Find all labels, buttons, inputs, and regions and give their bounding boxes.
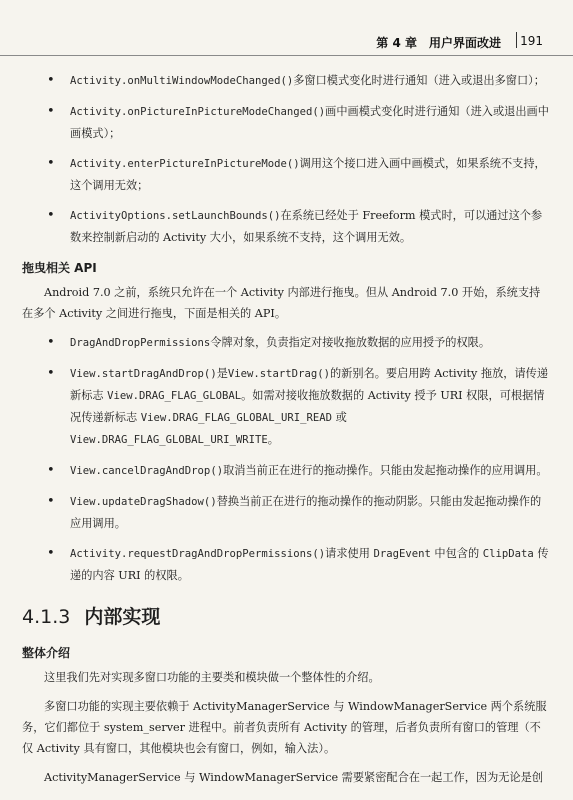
chapter-title: 第 4 章 用户界面改进	[376, 36, 501, 50]
section-heading	[0, 602, 573, 632]
drag-api-intro: Android 7.0 之前，系统只允许在一个 Activity 内部进行拖曳。但从 Android 7.0 开始，系统支持在多个 Activity 之间进行拖曳，下面是相关的 API。	[22, 286, 541, 320]
list-item	[0, 153, 573, 196]
api-name: DragEvent	[373, 548, 431, 560]
paragraph: ActivityManagerService 与 WindowManagerService 需要紧密配合在一起工作，因为无论是创	[44, 771, 544, 784]
api-name: View.startDragAndDrop()	[70, 368, 217, 380]
bullet-icon: •	[47, 494, 55, 509]
list-item-text: 中包含的	[434, 547, 480, 560]
list-item	[0, 460, 573, 482]
list-item-text: 或	[335, 411, 347, 424]
list-item-text: 令牌对象，负责指定对接收拖放数据的应用授予的权限。	[210, 336, 491, 349]
bullet-icon: •	[47, 208, 55, 223]
section-title: 内部实现	[84, 606, 161, 628]
list-item-text: 替换当前正在进行的拖动操作的拖动阴影。只能由发起拖动操作的应用调用。	[70, 495, 542, 530]
page-content	[0, 70, 573, 796]
list-item	[0, 332, 573, 354]
list-item-text: 取消当前正在进行的拖动操作。只能由发起拖动操作的应用调用。	[223, 464, 548, 477]
api-flag: View.DRAG_FLAG_GLOBAL_URI_READ	[140, 412, 333, 424]
api-name: View.startDrag()	[227, 368, 330, 380]
bullet-icon: •	[47, 156, 55, 171]
list-item	[0, 491, 573, 534]
api-name: ActivityOptions.setLaunchBounds()	[70, 210, 281, 222]
api-name: Activity.enterPictureInPictureMode()	[70, 158, 300, 170]
page-number: 191	[520, 34, 543, 48]
bullet-icon: •	[47, 73, 55, 88]
list-item	[0, 70, 573, 92]
paragraph: 这里我们先对实现多窗口功能的主要类和模块做一个整体性的介绍。	[44, 671, 380, 684]
section-number: 4.1.3	[22, 606, 71, 628]
list-item-text: 多窗口模式变化时进行通知（进入或退出多窗口）；	[293, 74, 545, 87]
list-item-text: 调用这个接口进入画中画模式，如果系统不支持，这个调用无效；	[70, 157, 546, 192]
list-item-text: 请求使用	[325, 547, 370, 560]
list-item	[0, 101, 573, 144]
bullet-icon: •	[47, 546, 55, 561]
list-item-text: 。	[267, 433, 279, 446]
bullet-icon: •	[47, 104, 55, 119]
api-name: DragAndDropPermissions	[70, 337, 211, 349]
list-item-text: 在系统已经处于 Freeform 模式时，可以通过这个参数来控制新启动的 Activity 大小，如果系统不支持，这个调用无效。	[70, 209, 543, 244]
api-name: View.updateDragShadow()	[70, 496, 217, 508]
list-item-text: 的新别名。要启用跨 Activity 拖放，请传递新标志	[70, 367, 549, 402]
api-name: Activity.onMultiWindowModeChanged()	[70, 75, 294, 87]
list-item	[0, 205, 573, 248]
bullet-icon: •	[47, 335, 55, 350]
drag-api-heading: 拖曳相关 API	[22, 261, 97, 275]
header-divider	[516, 32, 517, 48]
list-item	[0, 363, 573, 451]
bullet-icon: •	[47, 463, 55, 478]
paragraph: 多窗口功能的实现主要依赖于 ActivityManagerService 与 WindowManagerService 两个系统服务，它们都位于 system_server 进程中。前者负责所有 Activity 的管理，后者负责所有窗口的管理（不仅 Activity 具有窗口，其他模块也会有窗口，例如，输入法）。	[22, 700, 547, 755]
api-flag: View.DRAG_FLAG_GLOBAL_URI_WRITE	[70, 434, 268, 446]
page-header	[0, 30, 573, 56]
bullet-icon: •	[47, 366, 55, 381]
overview-heading: 整体介绍	[22, 646, 71, 660]
api-name: View.cancelDragAndDrop()	[70, 465, 224, 477]
api-name: Activity.onPictureInPictureModeChanged()	[70, 106, 326, 118]
list-item-text: 画中画模式变化时进行通知（进入或退出画中画模式）；	[70, 105, 549, 140]
list-item-text: 。如需对接收拖放数据的 Activity 授予 URI 权限，可根据情况传递新标志	[70, 389, 545, 424]
list-item-text: 是	[216, 367, 228, 380]
api-flag: View.DRAG_FLAG_GLOBAL	[107, 390, 242, 402]
list-item-text: 传递的内容 URI 的权限。	[70, 547, 549, 582]
api-name: Activity.requestDragAndDropPermissions()	[70, 548, 326, 560]
list-item	[0, 543, 573, 586]
api-name: ClipData	[482, 548, 534, 560]
